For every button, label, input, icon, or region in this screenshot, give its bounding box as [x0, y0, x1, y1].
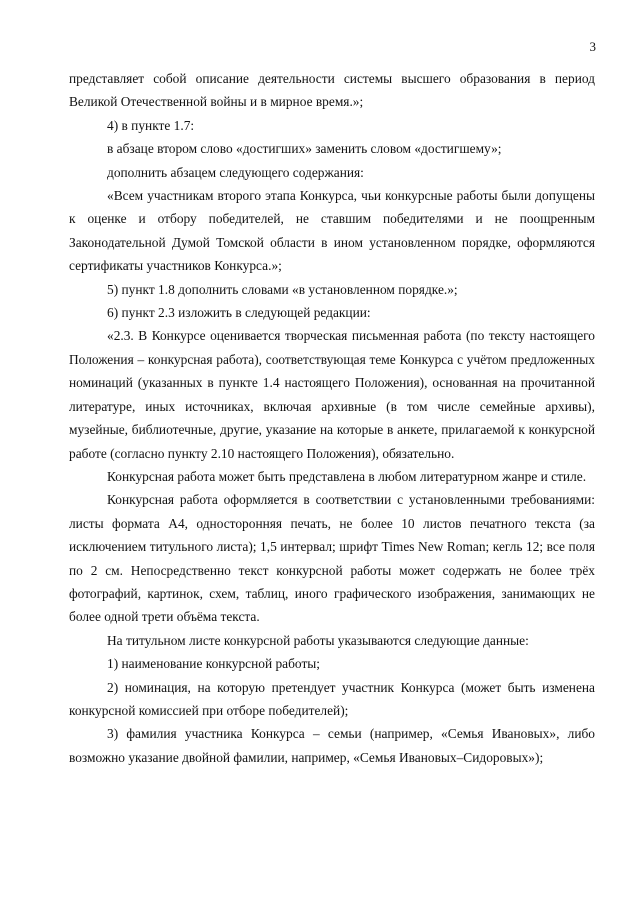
paragraph-item-5: 5) пункт 1.8 дополнить словами «в установленном порядке.»;: [107, 281, 458, 297]
paragraph-list-2: 2) номинация, на которую претендует участник Конкурса (может быть изменена конкурсной комиссией при отборе победителей);: [69, 679, 595, 718]
paragraph-title-page: На титульном листе конкурсной работы указываются следующие данные:: [107, 632, 529, 648]
paragraph-continuation: представляет собой описание деятельности системы высшего образования в период Великой Отечественной войны и в мирное время.»;: [69, 71, 595, 110]
paragraph-list-1: 1) наименование конкурсной работы;: [107, 656, 321, 672]
paragraph-genre: Конкурсная работа может быть представлена в любом литературном жанре и стиле.: [107, 468, 587, 484]
paragraph-abzac-replace: в абзаце втором слово «достигших» заменить словом «достигшему»;: [107, 141, 502, 157]
paragraph-item-6: 6) пункт 2.3 изложить в следующей редакции:: [107, 305, 371, 321]
document-body: [69, 67, 595, 769]
paragraph-list-3: 3) фамилия участника Конкурса – семьи (например, «Семья Ивановых», либо возможно указание двойной фамилии, например, «Семья Ивановых–Сидоровых»);: [69, 726, 595, 765]
paragraph-formatting: Конкурсная работа оформляется в соответствии с установленными требованиями: листы формата А4, односторонняя печать, не более 10 листов печатного текста (за исключением титульного листа); 1,5 интервал; шрифт Times New Roman; кегль 12; все поля по 2 см. Непосредственно текст конкурсной работы может содержать не более трёх фотографий, картинок, схем, таблиц, иного графического изображения, занимающих не более одной трети объёма текста.: [69, 492, 595, 625]
page-number: 3: [589, 39, 596, 54]
paragraph-clause-2-3: «2.3. В Конкурсе оценивается творческая письменная работа (по тексту настоящего Положения – конкурсная работа), соответствующая теме Конкурса с учётом предложенных номинаций (указанных в пункте 1.4 настоящего Положения), основанная на прочитанной литературе, иных источниках, включая архивные (в том числе семейные архивы), музейные, библиотечные, другие, указание на которые в анкете, прилагаемой к конкурсной работе (согласно пункту 2.10 настоящего Положения), обязательно.: [69, 328, 595, 461]
paragraph-certificates: «Всем участникам второго этапа Конкурса, чьи конкурсные работы были допущены к оценке и отбору победителей, не ставшим победителями и не поощренным Законодательной Думой Томской области в ином установленном порядке, оформляются сертификаты участников Конкурса.»;: [69, 188, 595, 274]
paragraph-item-4: 4) в пункте 1.7:: [107, 117, 195, 133]
paragraph-add-abzac: дополнить абзацем следующего содержания:: [107, 164, 364, 180]
